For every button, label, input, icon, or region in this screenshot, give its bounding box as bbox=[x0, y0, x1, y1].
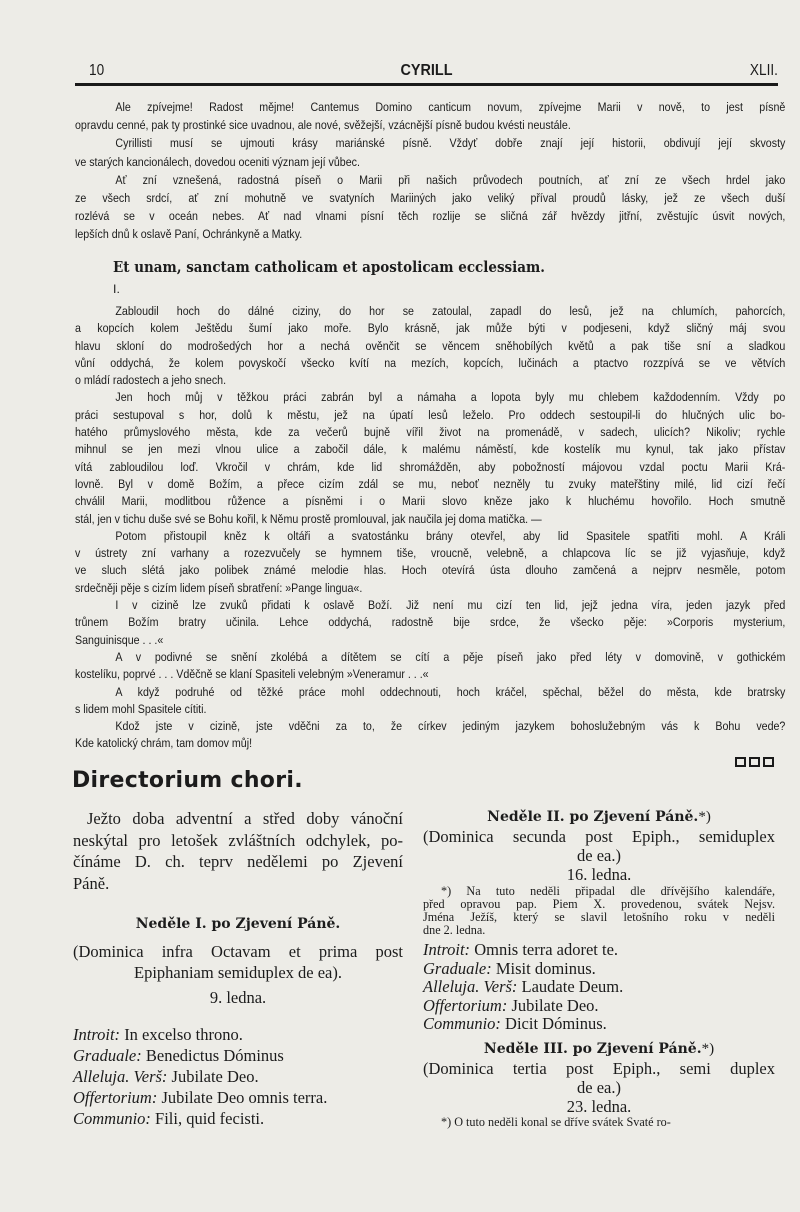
text-line: lovně. Byl v domě Božím, a přece cizím zdál se mu, neboť nezněly tu zvuky mateřštiny milé, lid cizí řečí bbox=[75, 476, 786, 491]
proper-line bbox=[423, 960, 775, 979]
footnote-line: *) Na tuto neděli připadal dle dřívějšího kalendáře, bbox=[441, 884, 775, 898]
text-line: práci sestupoval s hor, dolů k městu, jež na úpatí lesů leželo. Pro oddech sestoupil-li do hlučných ulic bo- bbox=[75, 407, 786, 422]
text-line: A když podruhé od těžké práce mohl oddechnouti, hoch kráčel, spěchal, běžel do města, kde bratrsky bbox=[115, 684, 786, 699]
sunday2-latin: de ea.) bbox=[577, 846, 621, 865]
proper-text: Laudate Deum. bbox=[521, 977, 624, 996]
text-line: hlavu skloní do modrošedých hor a nechá ověnčit se věncem sněhobílých květů a pak tiše sní a sladkou bbox=[75, 338, 786, 353]
proper-label: Introit: bbox=[423, 940, 471, 959]
text-line: hatého průmyslového města, kde za večerů bujně vířil život na promenádě, v sadech, ulicích? Nikoliv; rychle bbox=[75, 425, 786, 440]
proper-text: Dicit Dóminus. bbox=[505, 1014, 607, 1033]
text-line: I v cizině lze zvuků přidati k oslavě Boží. Již není mu cizí ten lid, jejž jedna víra, jeden jazyk před bbox=[115, 598, 786, 613]
text-line: ze všech srdcí, ať zní mohutně ve svatyních Mariiných jako veliký příval proudů lásky, jež ze všech duší bbox=[75, 191, 786, 206]
volume-number: XLII. bbox=[750, 62, 778, 79]
text-line: Cyrillisti musí se ujmouti krásy mariánské písně. Vždyť dobře znají její historii, obdivují její skvosty bbox=[115, 136, 786, 151]
proper-text: In excelso throno. bbox=[124, 1025, 243, 1044]
proper-label: Alleluja. Verš: bbox=[423, 977, 518, 996]
end-mark bbox=[735, 757, 774, 767]
footnote-line: Jména Ježíš, který se slavil letošního roku v neděli bbox=[423, 910, 775, 924]
proper-text: Jubilate Deo. bbox=[171, 1067, 259, 1086]
proper-line bbox=[423, 997, 775, 1016]
proper-line bbox=[73, 1045, 403, 1066]
text-line: Zabloudil hoch do dálné ciziny, do hor se zatoulal, zapadl do lesů, jež na chlumích, pahorcích, bbox=[115, 304, 786, 318]
proper-line bbox=[73, 1066, 403, 1087]
proper-label: Introit: bbox=[73, 1025, 121, 1044]
text-line: o mládí radostech a jeho snech. bbox=[75, 373, 227, 388]
proper-line bbox=[423, 1015, 775, 1034]
sunday3-latin: de ea.) bbox=[577, 1077, 621, 1097]
proper-label: Offertorium: bbox=[423, 995, 508, 1015]
proper-line bbox=[423, 941, 775, 960]
proper-text: Jubilate Deo omnis terra. bbox=[161, 1088, 328, 1107]
proper-label: Communio: bbox=[73, 1109, 151, 1128]
proper-text: Fili, quid fecisti. bbox=[155, 1109, 265, 1128]
text-line: a kopcích kolem Ještědu šumí jako moře. Bylo krásně, jak může býti v podjeseni, když sličný máj svou bbox=[75, 321, 786, 336]
proper-line bbox=[423, 978, 775, 997]
text-line: chválil Marii, modlitbou růžence a písněmi i o Marii slovo kněze jako k hluchému hovořilo. Hoch smutně bbox=[75, 494, 786, 509]
intro-text bbox=[75, 98, 785, 244]
text-line: A v podivné se snění zkolébá a dítětem se cítí a pěje píseň jako před léty v domovině, v gothickém bbox=[115, 649, 786, 664]
text-line: mihnul se jen mezi vlnou ulice a zabočil dále, k malému náměstí, kde kostelík mu kynul, tak jako přístav bbox=[75, 442, 786, 457]
sunday1-latin: Epiphaniam semiduplex de ea). bbox=[133, 963, 342, 982]
sunday1-latin: (Dominica infra Octavam et prima post bbox=[73, 941, 403, 961]
text-line: vítá zabloudilou loď. Vkročil v chrám, kde lid shromážděn, aby pobožností májovou vzdal poctu Marii Krá- bbox=[75, 459, 786, 474]
text-line: Potom přistoupil kněz k oltáři a svatostánku brány otevřel, aby lid Spasitele spatřiti mohl. A Králi bbox=[115, 528, 786, 543]
footnote-line: dne 2. ledna. bbox=[423, 923, 486, 937]
proper-text: Benedictus Dóminus bbox=[145, 1046, 284, 1065]
sunday2-heading: Neděle II. po Zjevení Páně.*) bbox=[487, 809, 711, 825]
proper-text: Misit dominus. bbox=[495, 958, 596, 978]
text-line: srdečněji pěje s cizím lidem píseň sbratření: »Pange lingua«. bbox=[75, 580, 363, 595]
text-line: Páně. bbox=[73, 873, 110, 893]
text-line: stál, jen v tichu duše své se Bohu kořil, k Němu prostě promlouval, jak naučila jej doma matička. — bbox=[75, 511, 542, 526]
text-line: Kde katolický chrám, tam domov můj! bbox=[75, 736, 253, 751]
proper-line bbox=[73, 1087, 403, 1108]
text-line: Jen hoch můj v těžkou práci zabrán byl a námaha a lopota byly mu chlebem každodenním. Vždy po bbox=[115, 390, 786, 405]
directorium-left-column bbox=[73, 808, 403, 1129]
sunday1-heading: Neděle I. po Zjevení Páně. bbox=[135, 916, 341, 932]
sunday2-footnote bbox=[423, 885, 775, 937]
text-line: Ježto doba adventní a střed doby vánoční bbox=[87, 809, 403, 828]
text-line: rozlévá se v oceán nebes. Ať nad vlnami písní těch rozlije se sličná zář hvězdy jitřní, zvěstujíc úsvit nových, bbox=[75, 209, 786, 224]
sunday3-heading: Neděle III. po Zjevení Páně.*) bbox=[483, 1040, 715, 1057]
sunday3-date: 23. ledna. bbox=[566, 1096, 632, 1116]
text-line: Ať zní vznešená, radostná píseň o Marii při našich průvodech poutních, ať zní ze všech hrdel jako bbox=[115, 172, 786, 187]
text-line: vůní oddychá, že kolem povyskočí všecko kvítí na mezích, kopcích, lučinách a ptactvo rozzpívá se ve větvích bbox=[75, 355, 786, 370]
sunday2-propers bbox=[423, 941, 775, 1034]
directorium-right-column bbox=[423, 808, 775, 1129]
text-line: opravdu cenné, pak ty prostinké sice uvadnou, ale nové, svěžejší, vzácnější písně budou kvésti neustále. bbox=[75, 118, 571, 133]
sunday2-latin: (Dominica secunda post Epiph., semiduplex bbox=[423, 827, 775, 846]
directorium-title: Directorium chori. bbox=[72, 768, 303, 793]
text-line: Kdož jste v cizině, jste vděčni za to, že církev jediným jazykem bohoslužebným vás k Bohu vede? bbox=[115, 719, 786, 734]
page-number: 10 bbox=[89, 62, 105, 79]
text-line: ve starých kancionálech, dovedou oceniti význam její vůbec. bbox=[75, 154, 360, 169]
header-rule bbox=[75, 83, 778, 86]
text-line: ve sluch slétá jako polibek známé melodie hlas. Hoch otevírá ústa dlouho zamčená a nejprv nesměle, potom bbox=[75, 563, 786, 578]
sunday3-latin: (Dominica tertia post Epiph., semi duplex bbox=[423, 1058, 775, 1078]
sunday1-date: 9. ledna. bbox=[209, 987, 267, 1007]
footnote-line: před opravou pap. Piem X. provedenou, svátek Nejsv. bbox=[423, 897, 775, 911]
sunday1-propers bbox=[73, 1024, 403, 1129]
article-body bbox=[75, 303, 785, 753]
text-line: kostelíku, poprvé . . . Vděčně se klaní Spasiteli velebným »Veneramur . . .« bbox=[75, 667, 429, 682]
proper-label: Communio: bbox=[423, 1014, 501, 1033]
footnote-line: *) O tuto neděli konal se dříve svátek Svaté ro- bbox=[441, 1114, 671, 1129]
proper-line bbox=[73, 1108, 403, 1129]
proper-label: Offertorium: bbox=[73, 1088, 158, 1107]
text-line: neskýtal pro letošek zvláštních odchylek, po- bbox=[73, 830, 403, 850]
running-header bbox=[75, 62, 778, 84]
text-line: v ústrety zní varhany a rozezvučely se hymnem tiše, vroucně, velebně, a chlapcova líc se již vyjasňuje, když bbox=[75, 546, 786, 561]
text-line: čínáme D. ch. teprv nedělemi po Zjevení bbox=[73, 852, 403, 871]
journal-title: CYRILL bbox=[400, 62, 453, 79]
text-line: trůnem Božím bratry učinila. Lehce oddychá, radostně bije srdce, že všecko pěje: »Corporis mysterium, bbox=[75, 615, 786, 630]
proper-text: Jubilate Deo. bbox=[511, 995, 599, 1015]
proper-line bbox=[73, 1024, 403, 1045]
sunday3-footnote bbox=[423, 1116, 775, 1129]
text-line: Sanguinisque . . .« bbox=[75, 632, 164, 647]
article-title: Et unam, sanctam catholicam et apostolicam ecclessiam. bbox=[113, 259, 545, 276]
sunday2-date: 16. ledna. bbox=[566, 865, 632, 884]
proper-text: Omnis terra adoret te. bbox=[474, 940, 619, 959]
text-line: lepších dnů k oslavě Paní, Ochránkyně a Matky. bbox=[75, 227, 303, 242]
proper-label: Graduale: bbox=[423, 958, 492, 978]
article-part: I. bbox=[113, 282, 120, 296]
text-line: Ale zpívejme! Radost mějme! Cantemus Domino canticum novum, zpívejme Marii v nově, to jest písně bbox=[115, 100, 786, 114]
text-line: s lidem mohl Spasitele cítiti. bbox=[75, 701, 207, 716]
directorium-intro bbox=[73, 808, 403, 894]
proper-label: Graduale: bbox=[73, 1046, 142, 1065]
proper-label: Alleluja. Verš: bbox=[73, 1067, 168, 1086]
